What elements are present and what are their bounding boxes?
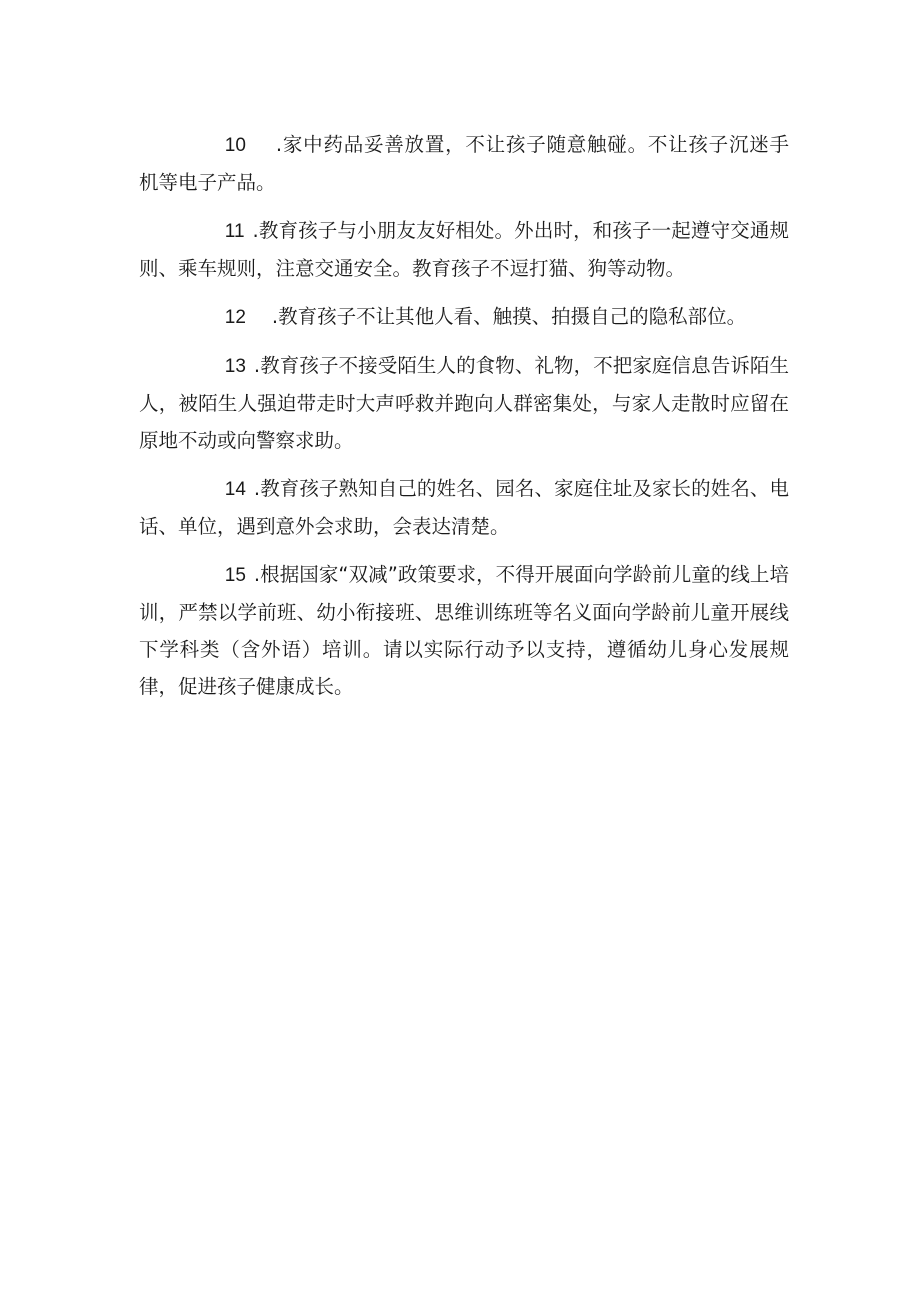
paragraph-15 [139, 556, 789, 705]
paragraph-text: .教育孩子熟知自己的姓名、园名、家庭住址及家长的姓名、电话、单位，遇到意外会求助，会表达清楚。 [139, 477, 789, 538]
paragraph-text: .家中药品妥善放置，不让孩子随意触碰。不让孩子沉迷手机等电子产品。 [139, 133, 789, 194]
paragraph-number: 13 [224, 356, 246, 377]
paragraph-number: 15 [224, 565, 246, 586]
paragraph-13 [139, 347, 789, 459]
paragraph-text: .教育孩子不接受陌生人的食物、礼物，不把家庭信息告诉陌生人，被陌生人强迫带走时大声呼救并跑向人群密集处，与家人走散时应留在原地不动或向警察求助。 [139, 354, 789, 452]
paragraph-12 [139, 298, 789, 336]
paragraph-number: 12 [224, 307, 246, 328]
document-body [139, 126, 789, 716]
paragraph-number: 11 [224, 221, 245, 242]
paragraph-number: 10 [224, 135, 246, 156]
paragraph-number: 14 [224, 479, 246, 500]
paragraph-text: .教育孩子不让其他人看、触摸、拍摄自己的隐私部位。 [271, 305, 747, 328]
paragraph-11 [139, 212, 789, 287]
paragraph-14 [139, 470, 789, 545]
paragraph-text: .教育孩子与小朋友友好相处。外出时，和孩子一起遵守交通规则、乘车规则，注意交通安全。教育孩子不逗打猫、狗等动物。 [139, 219, 789, 280]
paragraph-10 [139, 126, 789, 201]
paragraph-text: .根据国家“双减”政策要求，不得开展面向学龄前儿童的线上培训，严禁以学前班、幼小衔接班、思维训练班等名义面向学龄前儿童开展线下学科类（含外语）培训。请以实际行动予以支持，遵循幼儿身心发展规律，促进孩子健康成长。 [139, 563, 789, 698]
